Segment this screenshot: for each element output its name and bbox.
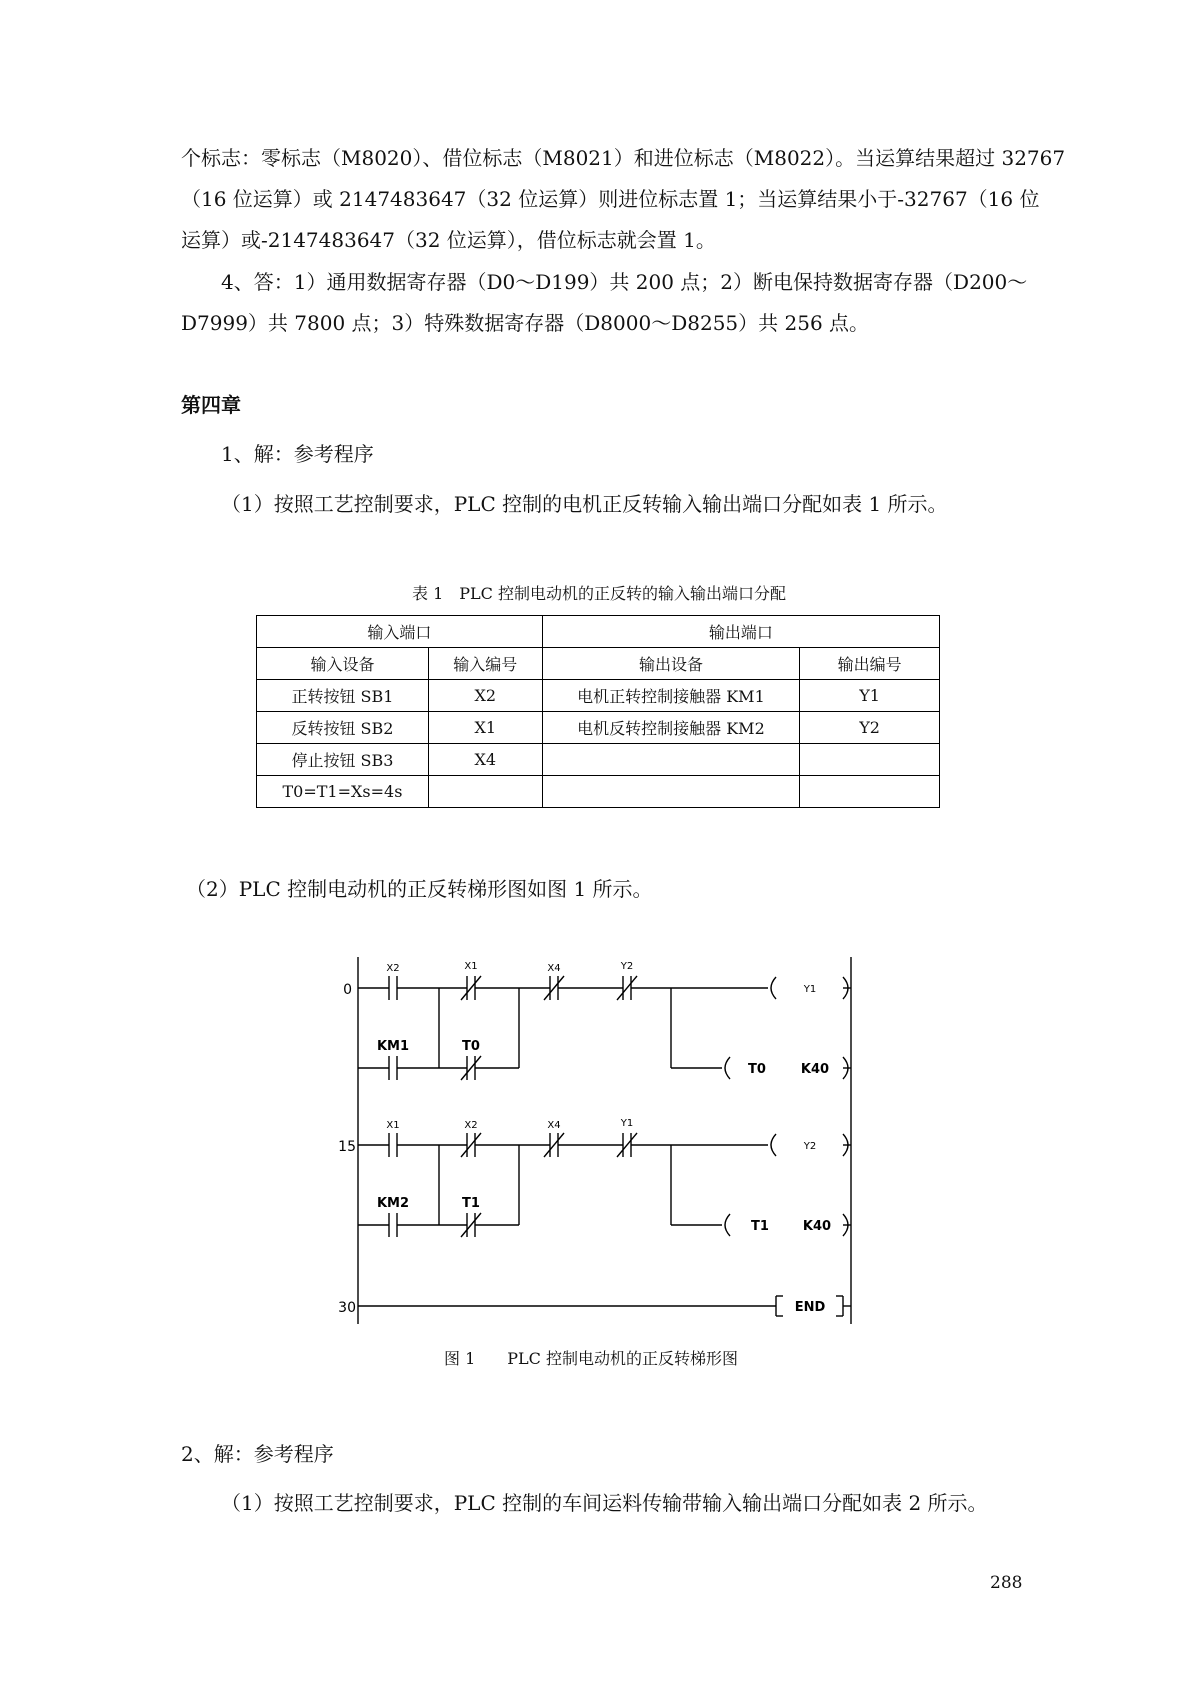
- contact-label: X2: [386, 963, 400, 974]
- group-header-output: 输出端口: [542, 616, 939, 648]
- question-1-title: 1、解：参考程序: [221, 442, 374, 466]
- contact-label: X1: [386, 1120, 400, 1131]
- question-1-step-1: （1）按照工艺控制要求，PLC 控制的电机正反转输入输出端口分配如表 1 所示。: [221, 492, 948, 516]
- contact-label: KM1: [376, 1039, 410, 1054]
- timer-label: T0: [748, 1062, 766, 1077]
- question-2-step-1: （1）按照工艺控制要求，PLC 控制的车间运料传输带输入输出端口分配如表 2 所示。: [221, 1491, 988, 1515]
- table-cell: 电机正转控制接触器 KM1: [542, 680, 800, 712]
- table-cell: 正转按钮 SB1: [257, 680, 429, 712]
- column-header: 输入编号: [428, 648, 542, 680]
- table-cell: X4: [428, 744, 542, 776]
- contact-label: T1: [462, 1196, 480, 1211]
- timer-setting: K40: [800, 1062, 830, 1077]
- contact-label: KM2: [376, 1196, 410, 1211]
- contact-label: X4: [547, 963, 561, 974]
- column-header: 输入设备: [257, 648, 429, 680]
- table-cell: X1: [428, 712, 542, 744]
- text-line: D7999）共 7800 点；3）特殊数据寄存器（D8000～D8255）共 256 点。: [181, 311, 870, 335]
- chapter-title: 第四章: [181, 393, 241, 417]
- text-line: 运算）或-2147483647（32 位运算），借位标志就会置 1。: [181, 228, 716, 252]
- table-cell: 反转按钮 SB2: [257, 712, 429, 744]
- table-cell: T0=T1=Xs=4s: [257, 776, 429, 808]
- table-cell: 电机反转控制接触器 KM2: [542, 712, 800, 744]
- step-number: 0: [343, 982, 352, 998]
- table-cell: Y2: [800, 712, 940, 744]
- timer-label: T1: [751, 1219, 769, 1234]
- text-line: 个标志：零标志（M8020）、借位标志（M8021）和进位标志（M8022）。当运算结果超过 32767: [181, 146, 1066, 170]
- column-header: 输出编号: [800, 648, 940, 680]
- coil-label: Y2: [803, 1141, 817, 1152]
- contact-label: Y1: [620, 1118, 634, 1129]
- coil-label: Y1: [803, 984, 817, 995]
- column-header: 输出设备: [542, 648, 800, 680]
- text-line: （16 位运算）或 2147483647（32 位运算）则进位标志置 1；当运算结果小于-32767（16 位: [181, 187, 1040, 211]
- page-number: 288: [990, 1573, 1023, 1593]
- figure-1-caption: 图 1 PLC 控制电动机的正反转梯形图: [444, 1349, 738, 1368]
- step-number: 15: [338, 1139, 356, 1155]
- table-cell: Y1: [800, 680, 940, 712]
- contact-label: X2: [464, 1120, 478, 1131]
- question-2-title: 2、解：参考程序: [181, 1442, 334, 1466]
- contact-label: X4: [547, 1120, 561, 1131]
- question-1-step-2: （2）PLC 控制电动机的正反转梯形图如图 1 所示。: [186, 877, 653, 901]
- table-cell: 停止按钮 SB3: [257, 744, 429, 776]
- group-header-input: 输入端口: [257, 616, 543, 648]
- contact-label: X1: [464, 961, 478, 972]
- table-cell: X2: [428, 680, 542, 712]
- step-number: 30: [338, 1300, 356, 1316]
- timer-setting: K40: [802, 1219, 832, 1234]
- end-instruction: END: [794, 1300, 826, 1315]
- contact-label: T0: [462, 1039, 480, 1054]
- contact-label: Y2: [620, 961, 634, 972]
- table-1-caption: 表 1 PLC 控制电动机的正反转的输入输出端口分配: [412, 584, 786, 603]
- text-line: 4、答：1）通用数据寄存器（D0～D199）共 200 点；2）断电保持数据寄存器（D200～: [221, 270, 1028, 294]
